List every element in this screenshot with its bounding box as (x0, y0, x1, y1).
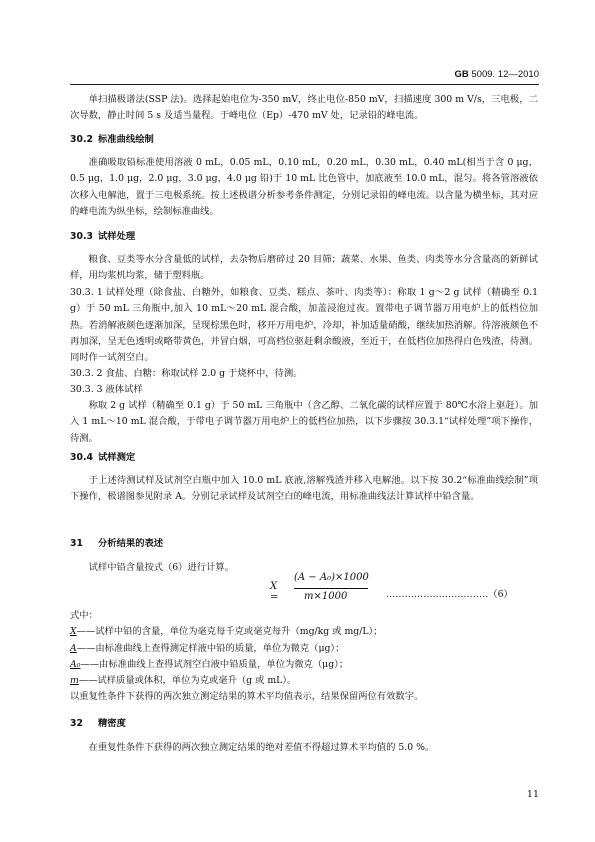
symbol: A (70, 642, 77, 654)
heading-32 (70, 715, 126, 729)
symbol: m (70, 675, 79, 687)
paragraph-30-4: 于上述待测试样及试剂空白瓶中加入 10.0 mL 底液,溶解残渣并移入电解池。以下按 30.2“标准曲线绘制”项下操作，极谱图参见附录 A。分别记录试样及试剂空白的峰电流，用标准曲线法计算试样中铅含量。 (70, 475, 538, 503)
section-title: 试样处理 (98, 231, 136, 242)
heading-30-2 (70, 131, 154, 145)
definition-item (70, 624, 538, 640)
paragraph-30-3-2: 30.3. 2 食盐、白糖：称取试样 2.0 g 于烧杯中，待测。 (70, 368, 303, 379)
standard-header (454, 69, 539, 80)
section-number: 30.4 (70, 452, 93, 463)
definition-item (70, 641, 538, 657)
paragraph-30-3: 粮食、豆类等水分含量低的试样，去杂物后磨碎过 20 目筛；蔬菜、水果、鱼类、肉类等水分含量高的新鲜试样，用均浆机均浆，储于塑料瓶。 (70, 254, 538, 282)
section-number: 30.3 (70, 231, 93, 242)
equation-number: ……………………………（6） (386, 589, 513, 600)
paragraph-30-2: 准确吸取铅标准使用溶液 0 mL，0.05 mL，0.10 mL，0.20 mL，0.30 mL，0.40 mL(相当于含 0 μg，0.5 μg，1.0 μg，2.0 μg，3.0 μg，4.0 μg 铅)于 10 mL 比色管中，加底液至 10.0 mL，混匀。将各管溶液依次移入电解池，置于三电极系统。按上述极谱分析参考条件测定，分别记录铅的峰电流。以含量为横坐标，其对应的峰电流为纵坐标，绘制标准曲线。 (70, 157, 538, 217)
section-title: 试样测定 (98, 452, 136, 463)
standard-code: 5009. 12—2010 (471, 69, 539, 80)
symbol: A₀ (70, 658, 81, 670)
definition-text: ——试样质量或体积，单位为克或毫升（g 或 mL）。 (78, 675, 297, 687)
section-number: 30.2 (70, 134, 93, 145)
section-title: 分析结果的表述 (98, 538, 164, 549)
section-number: 32 (70, 718, 83, 729)
definition-text: ——由标准曲线上查得试剂空白液中铅质量，单位为微克（μg）； (80, 658, 349, 670)
definition-item (70, 657, 538, 673)
paragraph-ssp: 单扫描极谱法(SSP 法)。选择起始电位为-350 mV，终止电位-850 mV，扫描速度 300 m V/s，三电极，二次导数，静止时间 5 s 及适当量程。于峰电位（Ep）-470 mV 处，记录铅的峰电流。 (70, 94, 538, 122)
result-expression-note: 以重复性条件下获得的两次独立测定结果的算术平均值表示，结果保留两位有效数字。 (70, 691, 424, 703)
paragraph-30-3-3: 称取 2 g 试样（精确至 0.1 g）于 50 mL 三角瓶中（含乙醇、二氧化碳的试样应置于 80℃水浴上驱赶）。加入 1 mL～10 mL 混合酸，于带电子调节器万用电炉上的低档位加热，以下步骤按 30.3.1“试样处理”项下操作，待测。 (70, 400, 538, 444)
formula-lhs: X = (270, 581, 279, 603)
section-number: 31 (70, 538, 83, 549)
standard-prefix: GB (454, 69, 469, 80)
formula-numerator: (A − A₀)×1000 (294, 572, 369, 583)
definition-item (70, 673, 538, 689)
definition-text: ——由标准曲线上查得测定样液中铅的质量，单位为微克（μg）； (76, 642, 345, 654)
fraction-bar (294, 588, 368, 589)
heading-30-3-3: 30.3. 3 液体试样 (70, 384, 143, 395)
heading-31 (70, 535, 163, 549)
heading-30-3 (70, 228, 135, 242)
paragraph-32: 在重复性条件下获得的两次独立测定结果的绝对差值不得超过算术平均值的 5.0 %。 (88, 742, 435, 753)
definition-text: ——试样中铅的含量，单位为毫克每千克或毫克每升（mg/kg 或 mg/L）； (76, 626, 383, 638)
page-number: 11 (526, 789, 539, 800)
definitions-list (70, 608, 538, 706)
header-rule (70, 84, 539, 85)
formula-denominator: m×1000 (304, 591, 348, 602)
section-title: 精密度 (98, 718, 126, 729)
paragraph-30-3-1: 30.3. 1 试样处理（除食盐、白糖外，如粮食、豆类、糕点、茶叶、肉类等）：称取 1 g～2 g 试样（精确至 0.1 g）于 50 mL 三角瓶中,加入 10 mL～20 mL 混合酸，加盖浸泡过夜。置带电子调节器万用电炉上的低档位加热。若消解液颜色逐渐加深，呈现棕黑色时，移开万用电炉，冷却，补加适量硝酸，继续加热消解。待溶液颜色不再加深，呈无色透明或略带黄色，并冒白烟，可高档位驱赶剩余酸液，至近干，在低档位加热得白色残渣，待测。同时作一试剂空白。 (70, 287, 538, 364)
where-label: 式中： (70, 610, 98, 621)
symbol: X (70, 626, 77, 638)
heading-30-4 (70, 449, 135, 463)
paragraph-31-intro: 试样中铅含量按式（6）进行计算。 (88, 562, 234, 573)
section-title: 标准曲线绘制 (98, 134, 154, 145)
